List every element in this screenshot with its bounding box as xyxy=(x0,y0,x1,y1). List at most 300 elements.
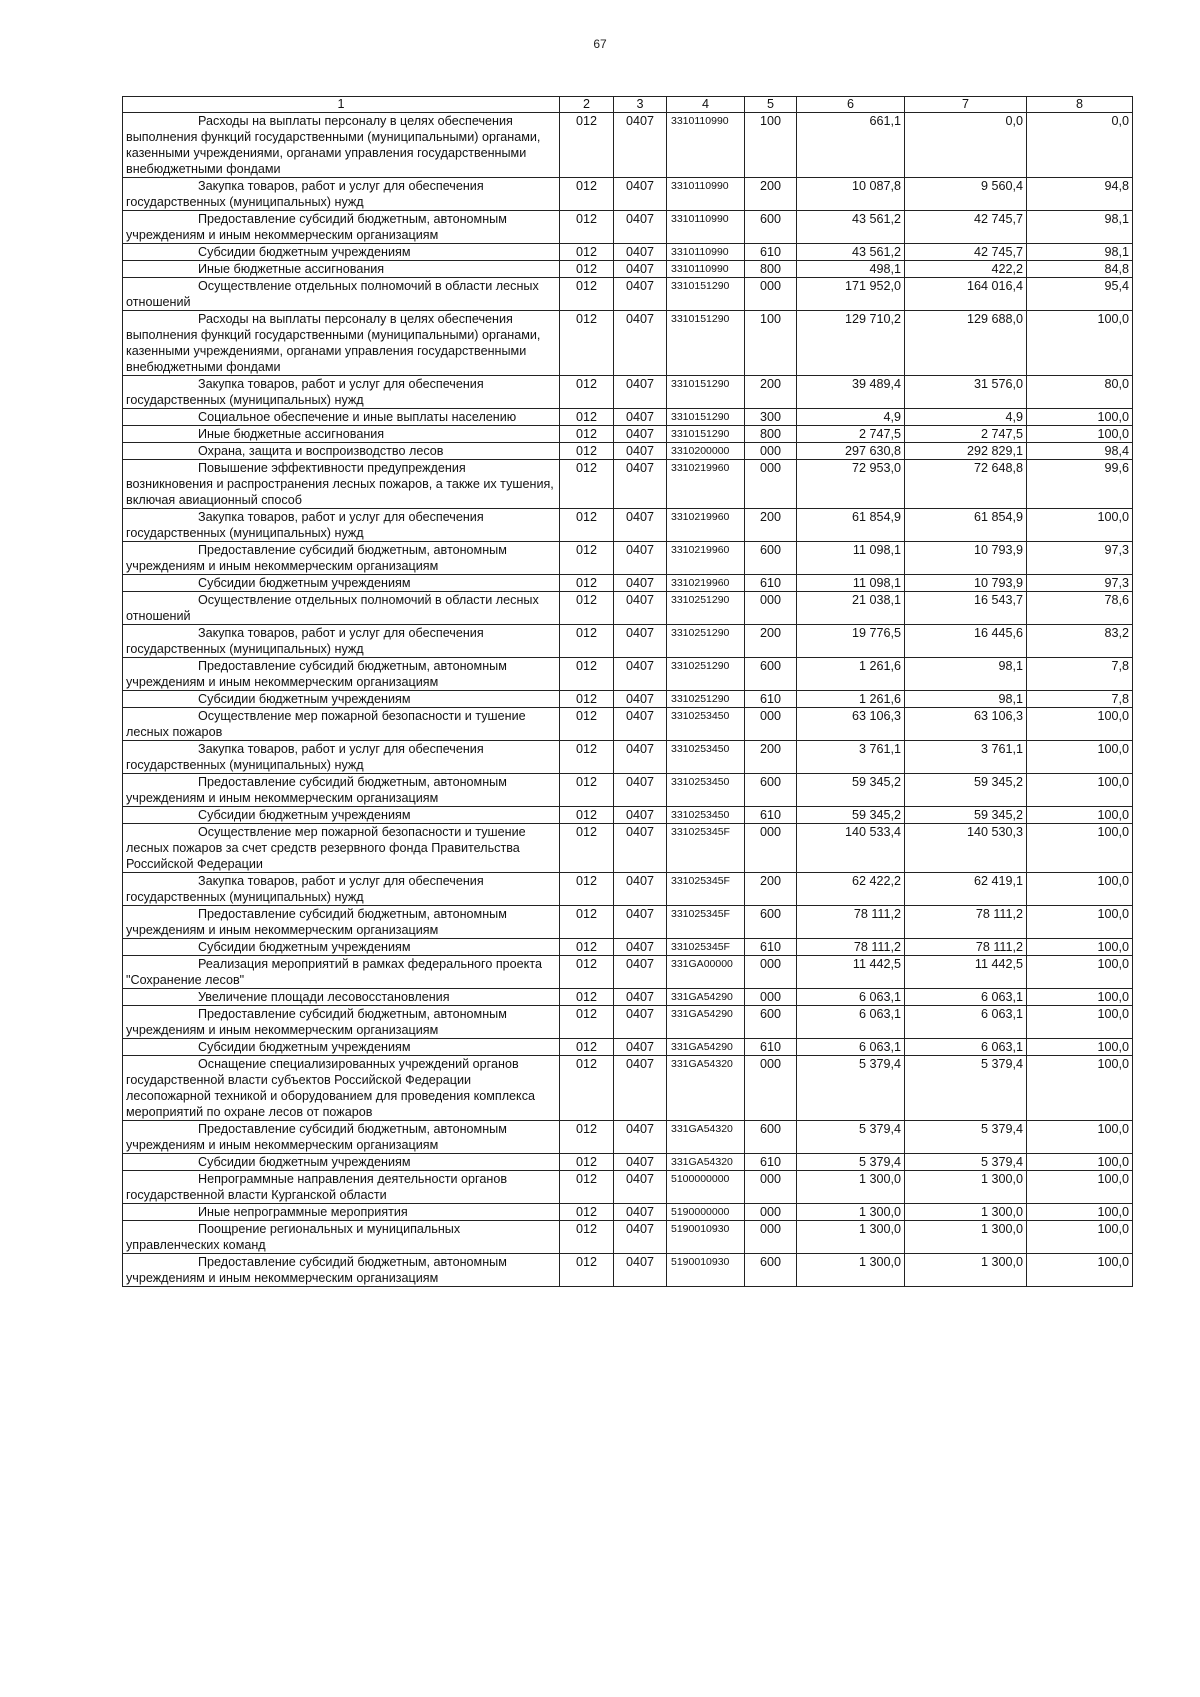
row-chapter: 012 xyxy=(560,824,614,873)
row-chapter: 012 xyxy=(560,625,614,658)
row-section: 0407 xyxy=(614,311,667,376)
row-executed-amount: 16 445,6 xyxy=(905,625,1027,658)
table-row xyxy=(123,774,1133,807)
row-name: Непрограммные направления деятельности органов государственной власти Курганской области xyxy=(123,1171,560,1204)
row-planned-amount: 3 761,1 xyxy=(797,741,905,774)
table-row xyxy=(123,376,1133,409)
row-name: Предоставление субсидий бюджетным, автономным учреждениям и иным некоммерческим организациям xyxy=(123,1006,560,1039)
row-expense-type: 600 xyxy=(745,774,797,807)
row-execution-percent: 100,0 xyxy=(1027,1254,1133,1287)
row-execution-percent: 100,0 xyxy=(1027,807,1133,824)
row-target-code: 331GA54290 xyxy=(667,1039,745,1056)
row-expense-type: 200 xyxy=(745,741,797,774)
row-expense-type: 000 xyxy=(745,1221,797,1254)
row-planned-amount: 1 300,0 xyxy=(797,1254,905,1287)
row-name: Предоставление субсидий бюджетным, автономным учреждениям и иным некоммерческим организациям xyxy=(123,658,560,691)
row-executed-amount: 6 063,1 xyxy=(905,1006,1027,1039)
row-executed-amount: 11 442,5 xyxy=(905,956,1027,989)
row-chapter: 012 xyxy=(560,261,614,278)
row-planned-amount: 11 098,1 xyxy=(797,575,905,592)
row-section: 0407 xyxy=(614,824,667,873)
row-name: Осуществление мер пожарной безопасности и тушение лесных пожаров за счет средств резервного фонда Правительства Российской Федерации xyxy=(123,824,560,873)
row-name: Осуществление мер пожарной безопасности и тушение лесных пожаров xyxy=(123,708,560,741)
row-execution-percent: 100,0 xyxy=(1027,906,1133,939)
column-header: 4 xyxy=(667,97,745,113)
row-planned-amount: 1 261,6 xyxy=(797,691,905,708)
table-row xyxy=(123,906,1133,939)
table-header-row xyxy=(123,97,1133,113)
row-chapter: 012 xyxy=(560,211,614,244)
row-chapter: 012 xyxy=(560,1221,614,1254)
row-section: 0407 xyxy=(614,1121,667,1154)
row-execution-percent: 100,0 xyxy=(1027,741,1133,774)
row-planned-amount: 661,1 xyxy=(797,113,905,178)
row-chapter: 012 xyxy=(560,873,614,906)
table-row xyxy=(123,741,1133,774)
row-executed-amount: 5 379,4 xyxy=(905,1056,1027,1121)
row-execution-percent: 100,0 xyxy=(1027,426,1133,443)
row-planned-amount: 5 379,4 xyxy=(797,1154,905,1171)
row-execution-percent: 95,4 xyxy=(1027,278,1133,311)
row-executed-amount: 5 379,4 xyxy=(905,1154,1027,1171)
row-section: 0407 xyxy=(614,1221,667,1254)
row-section: 0407 xyxy=(614,409,667,426)
table-row xyxy=(123,311,1133,376)
row-section: 0407 xyxy=(614,1254,667,1287)
table-row xyxy=(123,1056,1133,1121)
row-name: Поощрение региональных и муниципальных управленческих команд xyxy=(123,1221,560,1254)
row-section: 0407 xyxy=(614,1006,667,1039)
table-row xyxy=(123,211,1133,244)
row-name: Закупка товаров, работ и услуг для обеспечения государственных (муниципальных) нужд xyxy=(123,741,560,774)
row-name: Предоставление субсидий бюджетным, автономным учреждениям и иным некоммерческим организациям xyxy=(123,774,560,807)
column-header: 8 xyxy=(1027,97,1133,113)
row-chapter: 012 xyxy=(560,1056,614,1121)
table-row xyxy=(123,278,1133,311)
row-section: 0407 xyxy=(614,460,667,509)
table-row xyxy=(123,807,1133,824)
row-chapter: 012 xyxy=(560,460,614,509)
row-executed-amount: 1 300,0 xyxy=(905,1254,1027,1287)
row-execution-percent: 100,0 xyxy=(1027,1121,1133,1154)
row-name: Закупка товаров, работ и услуг для обеспечения государственных (муниципальных) нужд xyxy=(123,625,560,658)
row-executed-amount: 6 063,1 xyxy=(905,989,1027,1006)
row-expense-type: 100 xyxy=(745,311,797,376)
row-section: 0407 xyxy=(614,1154,667,1171)
row-planned-amount: 11 442,5 xyxy=(797,956,905,989)
row-name: Субсидии бюджетным учреждениям xyxy=(123,575,560,592)
row-chapter: 012 xyxy=(560,939,614,956)
row-chapter: 012 xyxy=(560,1121,614,1154)
table-row xyxy=(123,575,1133,592)
row-section: 0407 xyxy=(614,211,667,244)
table-row xyxy=(123,939,1133,956)
row-planned-amount: 59 345,2 xyxy=(797,807,905,824)
table-row xyxy=(123,1006,1133,1039)
row-target-code: 331GA54290 xyxy=(667,1006,745,1039)
row-planned-amount: 498,1 xyxy=(797,261,905,278)
row-name: Иные бюджетные ассигнования xyxy=(123,261,560,278)
row-execution-percent: 98,1 xyxy=(1027,211,1133,244)
row-chapter: 012 xyxy=(560,113,614,178)
row-execution-percent: 97,3 xyxy=(1027,575,1133,592)
row-expense-type: 200 xyxy=(745,178,797,211)
row-executed-amount: 10 793,9 xyxy=(905,542,1027,575)
row-execution-percent: 100,0 xyxy=(1027,824,1133,873)
row-expense-type: 610 xyxy=(745,244,797,261)
table-row xyxy=(123,542,1133,575)
row-expense-type: 200 xyxy=(745,376,797,409)
row-target-code: 3310251290 xyxy=(667,658,745,691)
row-section: 0407 xyxy=(614,1171,667,1204)
row-execution-percent: 100,0 xyxy=(1027,939,1133,956)
row-expense-type: 800 xyxy=(745,426,797,443)
row-expense-type: 800 xyxy=(745,261,797,278)
row-expense-type: 300 xyxy=(745,409,797,426)
row-chapter: 012 xyxy=(560,741,614,774)
row-executed-amount: 59 345,2 xyxy=(905,807,1027,824)
row-executed-amount: 422,2 xyxy=(905,261,1027,278)
table-body xyxy=(123,113,1133,1287)
row-section: 0407 xyxy=(614,956,667,989)
row-planned-amount: 59 345,2 xyxy=(797,774,905,807)
row-expense-type: 600 xyxy=(745,1121,797,1154)
row-chapter: 012 xyxy=(560,426,614,443)
row-expense-type: 000 xyxy=(745,1056,797,1121)
row-executed-amount: 16 543,7 xyxy=(905,592,1027,625)
column-header: 3 xyxy=(614,97,667,113)
row-section: 0407 xyxy=(614,1204,667,1221)
row-executed-amount: 4,9 xyxy=(905,409,1027,426)
row-name: Увеличение площади лесовосстановления xyxy=(123,989,560,1006)
row-executed-amount: 98,1 xyxy=(905,658,1027,691)
row-expense-type: 000 xyxy=(745,592,797,625)
row-expense-type: 200 xyxy=(745,873,797,906)
row-execution-percent: 100,0 xyxy=(1027,509,1133,542)
row-execution-percent: 7,8 xyxy=(1027,658,1133,691)
row-section: 0407 xyxy=(614,658,667,691)
row-target-code: 3310110990 xyxy=(667,261,745,278)
table-row xyxy=(123,956,1133,989)
row-target-code: 331GA54290 xyxy=(667,989,745,1006)
row-name: Расходы на выплаты персоналу в целях обеспечения выполнения функций государственными (муниципальными) органами, казенными учреждениями, органами управления государственными внебюджетными фондами xyxy=(123,113,560,178)
row-planned-amount: 5 379,4 xyxy=(797,1121,905,1154)
row-expense-type: 610 xyxy=(745,1154,797,1171)
table-row xyxy=(123,178,1133,211)
row-target-code: 331GA54320 xyxy=(667,1121,745,1154)
row-execution-percent: 100,0 xyxy=(1027,774,1133,807)
row-execution-percent: 100,0 xyxy=(1027,1056,1133,1121)
row-expense-type: 200 xyxy=(745,625,797,658)
table-row xyxy=(123,691,1133,708)
row-execution-percent: 80,0 xyxy=(1027,376,1133,409)
row-chapter: 012 xyxy=(560,376,614,409)
table-row xyxy=(123,592,1133,625)
table-row xyxy=(123,509,1133,542)
row-executed-amount: 2 747,5 xyxy=(905,426,1027,443)
row-chapter: 012 xyxy=(560,1039,614,1056)
row-target-code: 3310219960 xyxy=(667,575,745,592)
row-target-code: 3310251290 xyxy=(667,592,745,625)
row-planned-amount: 78 111,2 xyxy=(797,906,905,939)
row-executed-amount: 164 016,4 xyxy=(905,278,1027,311)
page-number: 67 xyxy=(593,37,607,51)
row-planned-amount: 1 261,6 xyxy=(797,658,905,691)
row-chapter: 012 xyxy=(560,311,614,376)
row-target-code: 3310253450 xyxy=(667,708,745,741)
row-execution-percent: 100,0 xyxy=(1027,311,1133,376)
row-executed-amount: 9 560,4 xyxy=(905,178,1027,211)
row-chapter: 012 xyxy=(560,542,614,575)
row-execution-percent: 99,6 xyxy=(1027,460,1133,509)
row-name: Предоставление субсидий бюджетным, автономным учреждениям и иным некоммерческим организациям xyxy=(123,211,560,244)
row-target-code: 331GA54320 xyxy=(667,1154,745,1171)
row-name: Субсидии бюджетным учреждениям xyxy=(123,939,560,956)
table-row xyxy=(123,1254,1133,1287)
row-planned-amount: 39 489,4 xyxy=(797,376,905,409)
table-row xyxy=(123,1221,1133,1254)
row-executed-amount: 140 530,3 xyxy=(905,824,1027,873)
row-target-code: 5100000000 xyxy=(667,1171,745,1204)
row-executed-amount: 78 111,2 xyxy=(905,906,1027,939)
row-expense-type: 100 xyxy=(745,113,797,178)
row-name: Субсидии бюджетным учреждениям xyxy=(123,244,560,261)
column-header: 7 xyxy=(905,97,1027,113)
row-expense-type: 000 xyxy=(745,443,797,460)
row-section: 0407 xyxy=(614,774,667,807)
row-chapter: 012 xyxy=(560,1204,614,1221)
row-planned-amount: 10 087,8 xyxy=(797,178,905,211)
row-executed-amount: 5 379,4 xyxy=(905,1121,1027,1154)
row-execution-percent: 7,8 xyxy=(1027,691,1133,708)
row-section: 0407 xyxy=(614,625,667,658)
row-section: 0407 xyxy=(614,807,667,824)
row-planned-amount: 297 630,8 xyxy=(797,443,905,460)
row-target-code: 3310219960 xyxy=(667,509,745,542)
row-section: 0407 xyxy=(614,708,667,741)
row-name: Закупка товаров, работ и услуг для обеспечения государственных (муниципальных) нужд xyxy=(123,376,560,409)
row-name: Расходы на выплаты персоналу в целях обеспечения выполнения функций государственными (муниципальными) органами, казенными учреждениями, органами управления государственными внебюджетными фондами xyxy=(123,311,560,376)
budget-table xyxy=(122,96,1133,1287)
row-section: 0407 xyxy=(614,113,667,178)
row-expense-type: 600 xyxy=(745,658,797,691)
row-name: Осуществление отдельных полномочий в области лесных отношений xyxy=(123,592,560,625)
row-name: Предоставление субсидий бюджетным, автономным учреждениям и иным некоммерческим организациям xyxy=(123,542,560,575)
row-chapter: 012 xyxy=(560,509,614,542)
row-name: Субсидии бюджетным учреждениям xyxy=(123,1039,560,1056)
row-planned-amount: 19 776,5 xyxy=(797,625,905,658)
table-row xyxy=(123,1204,1133,1221)
row-target-code: 3310110990 xyxy=(667,113,745,178)
row-target-code: 3310200000 xyxy=(667,443,745,460)
row-planned-amount: 72 953,0 xyxy=(797,460,905,509)
row-target-code: 3310151290 xyxy=(667,409,745,426)
row-expense-type: 610 xyxy=(745,575,797,592)
row-executed-amount: 98,1 xyxy=(905,691,1027,708)
row-expense-type: 610 xyxy=(745,691,797,708)
row-chapter: 012 xyxy=(560,658,614,691)
row-section: 0407 xyxy=(614,741,667,774)
row-chapter: 012 xyxy=(560,774,614,807)
row-expense-type: 000 xyxy=(745,708,797,741)
row-executed-amount: 292 829,1 xyxy=(905,443,1027,460)
row-planned-amount: 62 422,2 xyxy=(797,873,905,906)
table-row xyxy=(123,460,1133,509)
row-execution-percent: 100,0 xyxy=(1027,1006,1133,1039)
row-executed-amount: 62 419,1 xyxy=(905,873,1027,906)
row-target-code: 331GA54320 xyxy=(667,1056,745,1121)
row-planned-amount: 6 063,1 xyxy=(797,1006,905,1039)
row-name: Закупка товаров, работ и услуг для обеспечения государственных (муниципальных) нужд xyxy=(123,873,560,906)
row-executed-amount: 31 576,0 xyxy=(905,376,1027,409)
row-expense-type: 000 xyxy=(745,989,797,1006)
row-executed-amount: 63 106,3 xyxy=(905,708,1027,741)
row-target-code: 3310110990 xyxy=(667,244,745,261)
row-chapter: 012 xyxy=(560,956,614,989)
row-name: Реализация мероприятий в рамках федерального проекта "Сохранение лесов" xyxy=(123,956,560,989)
row-planned-amount: 4,9 xyxy=(797,409,905,426)
row-target-code: 331025345F xyxy=(667,824,745,873)
row-name: Иные непрограммные мероприятия xyxy=(123,1204,560,1221)
row-executed-amount: 59 345,2 xyxy=(905,774,1027,807)
row-expense-type: 600 xyxy=(745,211,797,244)
row-planned-amount: 63 106,3 xyxy=(797,708,905,741)
row-expense-type: 600 xyxy=(745,1254,797,1287)
row-execution-percent: 100,0 xyxy=(1027,1221,1133,1254)
row-name: Охрана, защита и воспроизводство лесов xyxy=(123,443,560,460)
row-target-code: 3310110990 xyxy=(667,211,745,244)
row-target-code: 3310253450 xyxy=(667,741,745,774)
row-chapter: 012 xyxy=(560,807,614,824)
row-planned-amount: 61 854,9 xyxy=(797,509,905,542)
row-chapter: 012 xyxy=(560,409,614,426)
row-execution-percent: 100,0 xyxy=(1027,1171,1133,1204)
row-planned-amount: 21 038,1 xyxy=(797,592,905,625)
row-planned-amount: 2 747,5 xyxy=(797,426,905,443)
row-chapter: 012 xyxy=(560,906,614,939)
row-target-code: 3310219960 xyxy=(667,542,745,575)
row-executed-amount: 72 648,8 xyxy=(905,460,1027,509)
row-section: 0407 xyxy=(614,906,667,939)
table-row xyxy=(123,443,1133,460)
row-chapter: 012 xyxy=(560,1171,614,1204)
row-section: 0407 xyxy=(614,575,667,592)
row-planned-amount: 5 379,4 xyxy=(797,1056,905,1121)
row-name: Субсидии бюджетным учреждениям xyxy=(123,691,560,708)
row-section: 0407 xyxy=(614,261,667,278)
row-section: 0407 xyxy=(614,592,667,625)
table-row xyxy=(123,113,1133,178)
row-execution-percent: 100,0 xyxy=(1027,1039,1133,1056)
row-name: Иные бюджетные ассигнования xyxy=(123,426,560,443)
table-row xyxy=(123,873,1133,906)
row-planned-amount: 6 063,1 xyxy=(797,989,905,1006)
row-section: 0407 xyxy=(614,509,667,542)
row-name: Социальное обеспечение и иные выплаты населению xyxy=(123,409,560,426)
row-chapter: 012 xyxy=(560,178,614,211)
row-executed-amount: 129 688,0 xyxy=(905,311,1027,376)
row-execution-percent: 100,0 xyxy=(1027,409,1133,426)
table-row xyxy=(123,1171,1133,1204)
row-expense-type: 000 xyxy=(745,956,797,989)
table-row xyxy=(123,1039,1133,1056)
row-chapter: 012 xyxy=(560,443,614,460)
row-section: 0407 xyxy=(614,443,667,460)
row-name: Повышение эффективности предупреждения возникновения и распространения лесных пожаров, а также их тушения, включая авиационный способ xyxy=(123,460,560,509)
row-expense-type: 600 xyxy=(745,1006,797,1039)
row-execution-percent: 98,4 xyxy=(1027,443,1133,460)
row-planned-amount: 11 098,1 xyxy=(797,542,905,575)
table-row xyxy=(123,658,1133,691)
row-section: 0407 xyxy=(614,873,667,906)
row-chapter: 012 xyxy=(560,1006,614,1039)
row-chapter: 012 xyxy=(560,708,614,741)
row-name: Осуществление отдельных полномочий в области лесных отношений xyxy=(123,278,560,311)
table-row xyxy=(123,708,1133,741)
row-executed-amount: 1 300,0 xyxy=(905,1171,1027,1204)
column-header: 2 xyxy=(560,97,614,113)
row-expense-type: 000 xyxy=(745,460,797,509)
row-target-code: 331GA00000 xyxy=(667,956,745,989)
row-planned-amount: 6 063,1 xyxy=(797,1039,905,1056)
row-section: 0407 xyxy=(614,989,667,1006)
row-name: Оснащение специализированных учреждений органов государственной власти субъектов Российской Федерации лесопожарной техникой и оборудованием для проведения комплекса мероприятий по охране лесов от пожаров xyxy=(123,1056,560,1121)
row-target-code: 3310151290 xyxy=(667,311,745,376)
table-row xyxy=(123,989,1133,1006)
row-name: Предоставление субсидий бюджетным, автономным учреждениям и иным некоммерческим организациям xyxy=(123,1254,560,1287)
row-executed-amount: 0,0 xyxy=(905,113,1027,178)
column-header: 6 xyxy=(797,97,905,113)
row-chapter: 012 xyxy=(560,1154,614,1171)
row-target-code: 3310110990 xyxy=(667,178,745,211)
row-target-code: 3310219960 xyxy=(667,460,745,509)
column-header: 1 xyxy=(123,97,560,113)
row-target-code: 3310251290 xyxy=(667,625,745,658)
row-execution-percent: 100,0 xyxy=(1027,873,1133,906)
row-execution-percent: 97,3 xyxy=(1027,542,1133,575)
row-planned-amount: 1 300,0 xyxy=(797,1221,905,1254)
row-chapter: 012 xyxy=(560,278,614,311)
row-target-code: 3310253450 xyxy=(667,774,745,807)
row-executed-amount: 61 854,9 xyxy=(905,509,1027,542)
row-section: 0407 xyxy=(614,542,667,575)
row-section: 0407 xyxy=(614,426,667,443)
table-row xyxy=(123,409,1133,426)
row-target-code: 5190010930 xyxy=(667,1254,745,1287)
row-section: 0407 xyxy=(614,376,667,409)
row-planned-amount: 171 952,0 xyxy=(797,278,905,311)
row-executed-amount: 3 761,1 xyxy=(905,741,1027,774)
row-expense-type: 000 xyxy=(745,824,797,873)
row-execution-percent: 78,6 xyxy=(1027,592,1133,625)
row-expense-type: 000 xyxy=(745,278,797,311)
row-planned-amount: 1 300,0 xyxy=(797,1204,905,1221)
row-chapter: 012 xyxy=(560,989,614,1006)
row-target-code: 331025345F xyxy=(667,873,745,906)
column-header: 5 xyxy=(745,97,797,113)
table-row xyxy=(123,1154,1133,1171)
row-section: 0407 xyxy=(614,691,667,708)
row-execution-percent: 100,0 xyxy=(1027,989,1133,1006)
row-execution-percent: 100,0 xyxy=(1027,1204,1133,1221)
row-expense-type: 600 xyxy=(745,542,797,575)
row-chapter: 012 xyxy=(560,592,614,625)
row-chapter: 012 xyxy=(560,1254,614,1287)
row-execution-percent: 84,8 xyxy=(1027,261,1133,278)
row-execution-percent: 100,0 xyxy=(1027,708,1133,741)
row-section: 0407 xyxy=(614,244,667,261)
row-expense-type: 000 xyxy=(745,1204,797,1221)
